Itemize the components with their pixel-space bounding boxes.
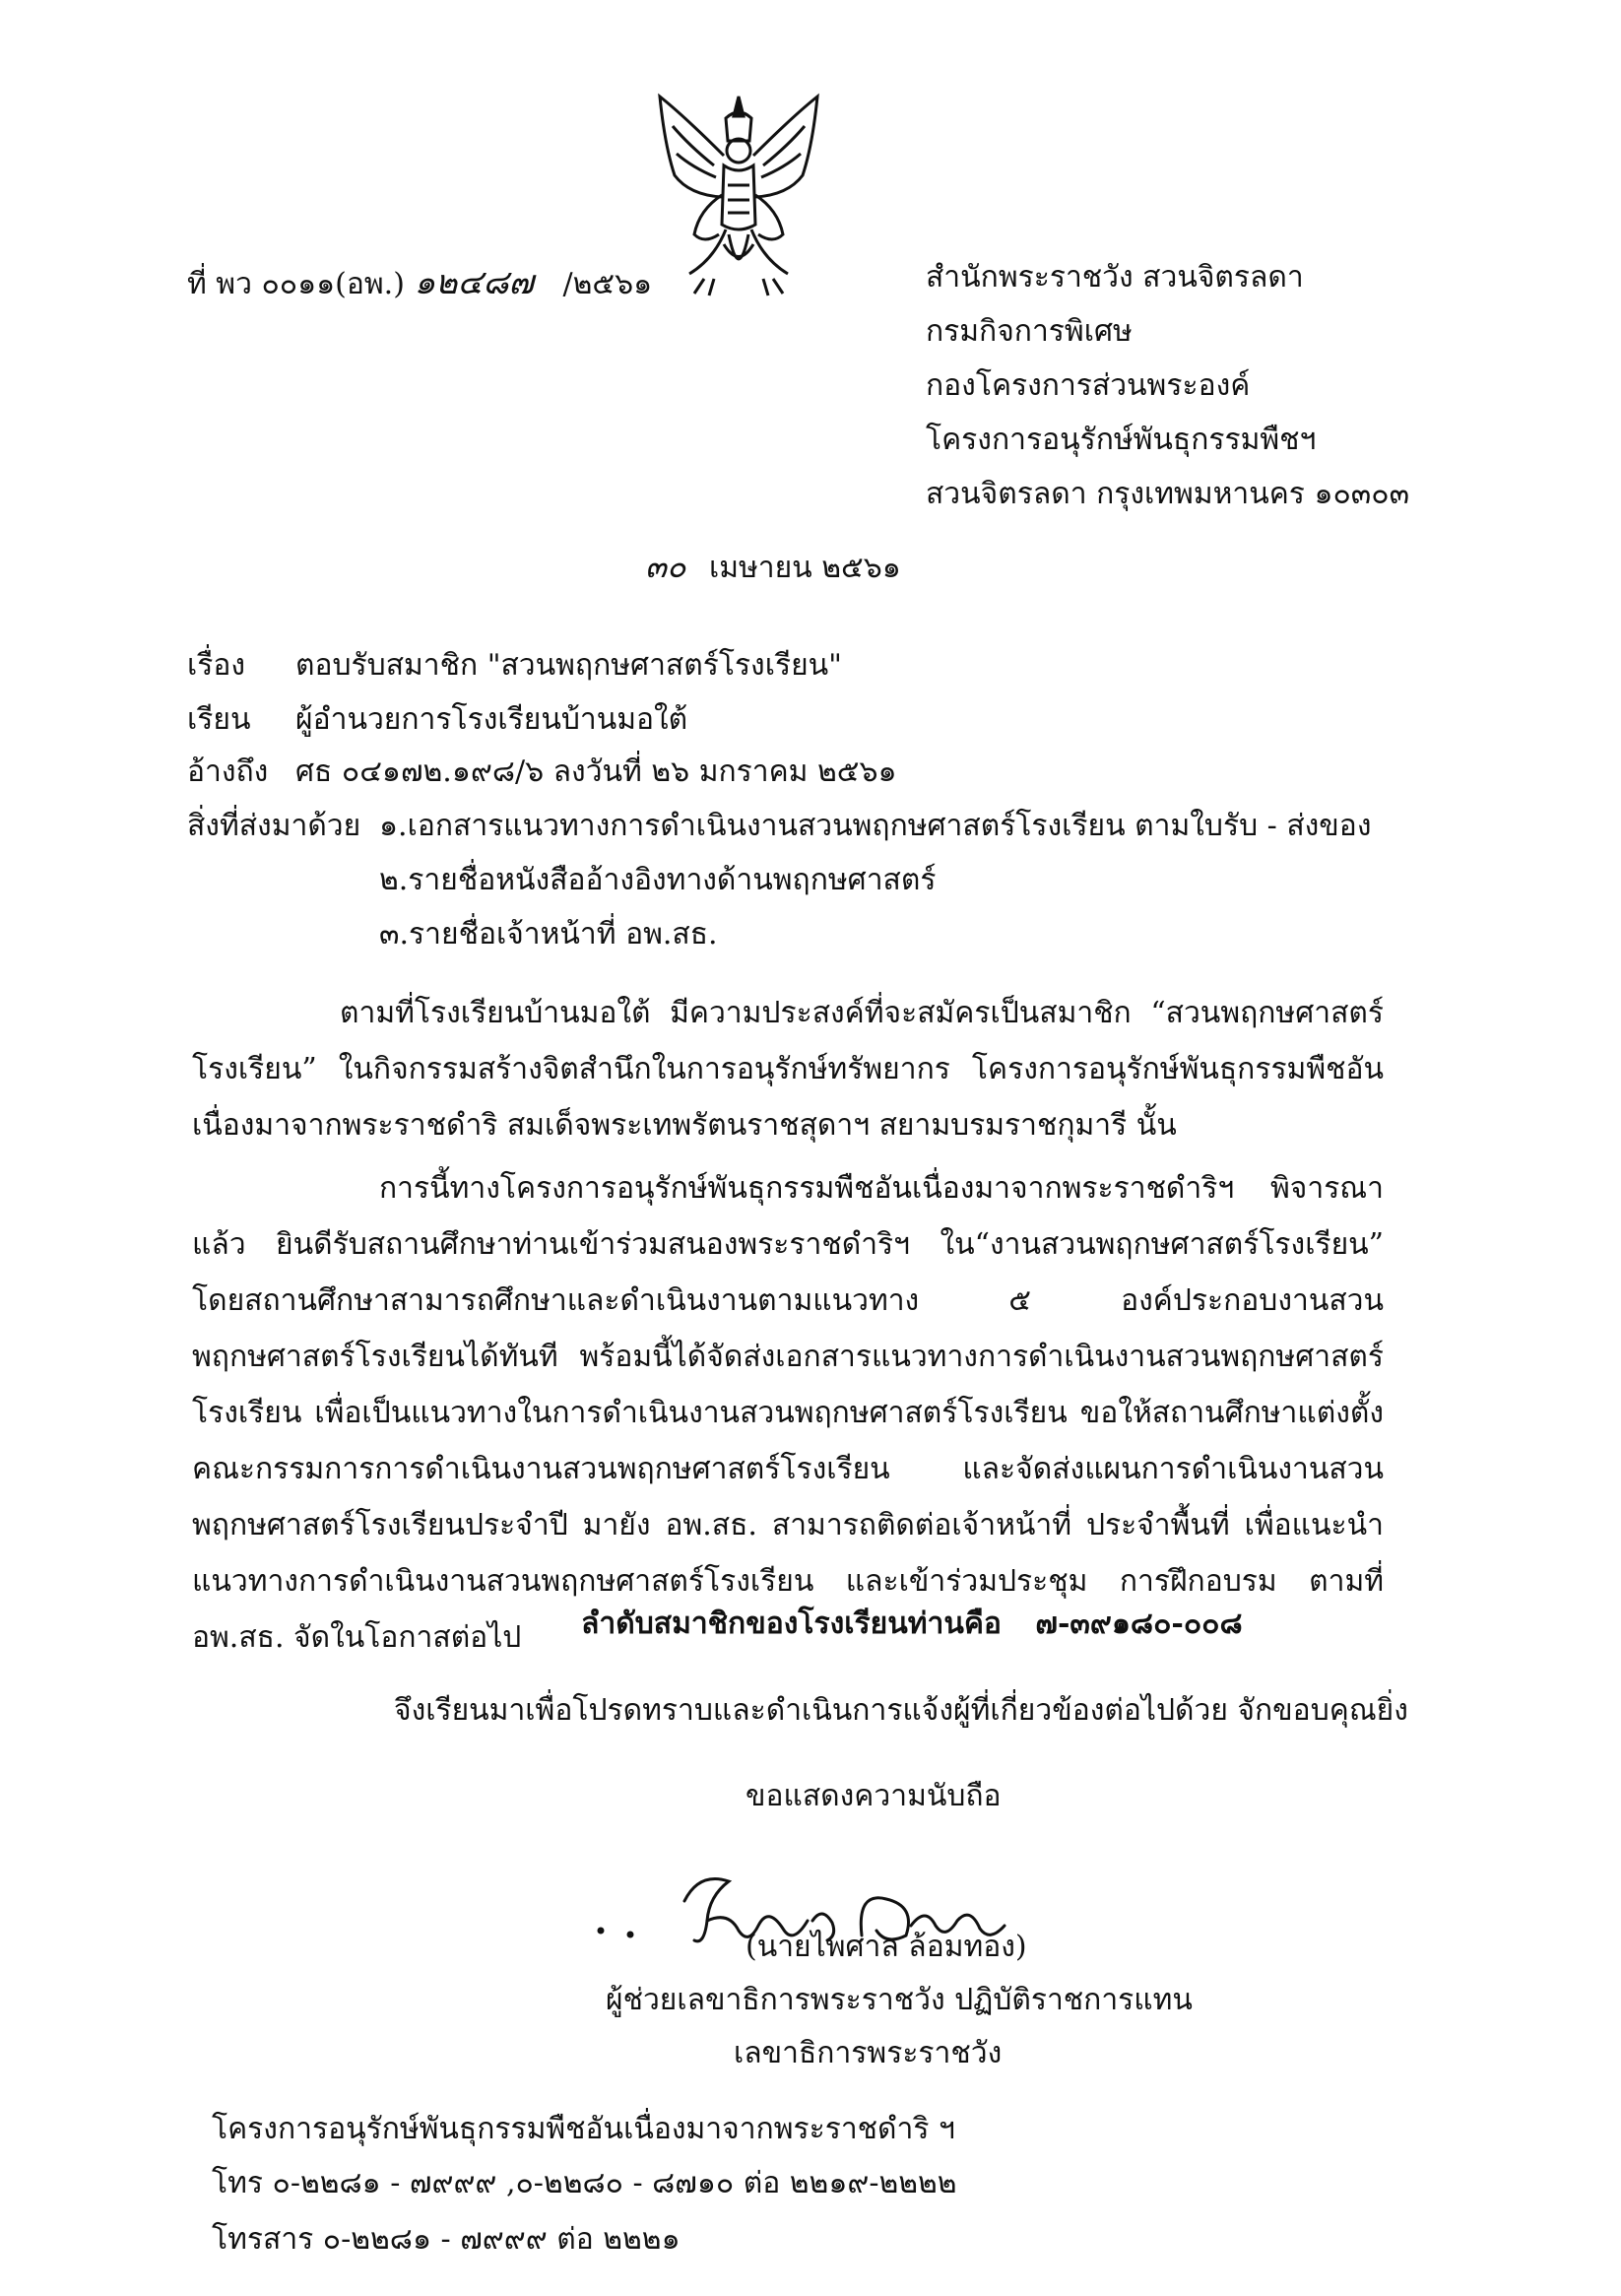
org-line: โครงการอนุรักษ์พันธุกรรมพืชฯ — [926, 423, 1317, 457]
org-line: กรมกิจการพิเศษ — [926, 314, 1133, 349]
enclosure-item: ๒.รายชื่อหนังสืออ้างอิงทางด้านพฤกษศาสตร์ — [379, 863, 937, 897]
footer-fax: โทรสาร ๐-๒๒๘๑ - ๗๙๙๙ ต่อ ๒๒๒๑ — [212, 2222, 681, 2257]
signatory-position: ผู้ช่วยเลขาธิการพระราชวัง ปฏิบัติราชการแทน — [606, 1983, 1193, 2017]
subject-label: เรื่อง — [187, 648, 246, 683]
member-number-label: ลำดับสมาชิกของโรงเรียนท่านคือ — [581, 1607, 1002, 1641]
reference-year: /๒๕๖๑ — [562, 267, 653, 301]
reference-handwritten-number: ๑๒๔๘๗ — [414, 263, 534, 302]
footer-organization: โครงการอนุรักษ์พันธุกรรมพืชอันเนื่องมาจากพระราชดำริ ฯ — [212, 2112, 955, 2146]
closing-request: จึงเรียนมาเพื่อโปรดทราบและดำเนินการแจ้งผู้ที่เกี่ยวข้องต่อไปด้วย จักขอบคุณยิ่ง — [394, 1693, 1408, 1728]
signatory-name: (นายไพศาล ล้อมทอง) — [746, 1930, 1027, 1964]
letter-date — [645, 548, 901, 587]
salutation: ขอแสดงความนับถือ — [746, 1779, 1002, 1813]
reference-number — [187, 264, 652, 303]
reference-text: ศธ ๐๔๑๗๒.๑๙๘/๖ ลงวันที่ ๒๖ มกราคม ๒๕๖๑ — [295, 754, 897, 789]
subject-text: ตอบรับสมาชิก "สวนพฤกษศาสตร์โรงเรียน" — [295, 648, 842, 683]
body-paragraph-2 — [192, 1160, 1384, 1666]
to-label: เรียน — [187, 702, 251, 737]
footer-phone: โทร ๐-๒๒๘๑ - ๗๙๙๙ ,๐-๒๒๘๐ - ๘๗๑๐ ต่อ ๒๒๑๙-๒๒๒๒ — [212, 2166, 957, 2200]
reference-label: อ้างถึง — [187, 754, 269, 789]
reference-prefix: ที่ พว ๐๐๑๑(อพ.) — [187, 267, 405, 301]
garuda-emblem-icon — [645, 87, 832, 303]
org-line: สำนักพระราชวัง สวนจิตรลดา — [926, 260, 1304, 295]
enclosure-item: ๓.รายชื่อเจ้าหน้าที่ อพ.สธ. — [379, 917, 718, 951]
paragraph-text: การนี้ทางโครงการอนุรักษ์พันธุกรรมพืชอันเนื่องมาจากพระราชดำริฯ พิจารณาแล้ว ยินดีรับสถานศึกษาท่านเข้าร่วมสนองพระราชดำริฯ ใน“งานสวนพฤกษศาสตร์โรงเรียน” โดยสถานศึกษาสามารถศึกษาและดำเนินงานตามแนวทาง ๕ องค์ประกอบงานสวนพฤกษศาสตร์โรงเรียนได้ทันที พร้อมนี้ได้จัดส่งเอกสารแนวทางการดำเนินงานสวนพฤกษศาสตร์โรงเรียน เพื่อเป็นแนวทางในการดำเนินงานสวนพฤกษศาสตร์โรงเรียน ขอให้สถานศึกษาแต่งตั้งคณะกรรมการการดำเนินงานสวนพฤกษศาสตร์โรงเรียน และจัดส่งแผนการดำเนินงานสวนพฤกษศาสตร์โรงเรียนประจำปี มายัง อพ.สธ. สามารถติดต่อเจ้าหน้าที่ ประจำพื้นที่ เพื่อแนะนำแนวทางการดำเนินงานสวนพฤกษศาสตร์โรงเรียน และเข้าร่วมประชุม การฝึกอบรม ตามที่ อพ.สธ. จัดในโอกาสต่อไป — [192, 1171, 1384, 1655]
date-day-handwritten: ๓๐ — [645, 548, 686, 585]
paragraph-text: ตามที่โรงเรียนบ้านมอใต้ มีความประสงค์ที่จะสมัครเป็นสมาชิก “สวนพฤกษศาสตร์โรงเรียน” ในกิจกรรมสร้างจิตสำนึกในการอนุรักษ์ทรัพยากร โครงการอนุรักษ์พันธุกรรมพืชอันเนื่องมาจากพระราชดำริ สมเด็จพระเทพรัตนราชสุดาฯ สยามบรมราชกุมารี นั้น — [192, 996, 1384, 1143]
to-text: ผู้อำนวยการโรงเรียนบ้านมอใต้ — [295, 702, 688, 737]
body-paragraph-1 — [192, 985, 1384, 1153]
member-number-line — [581, 1606, 1243, 1643]
signatory-position: เลขาธิการพระราชวัง — [734, 2036, 1003, 2070]
org-line: สวนจิตรลดา กรุงเทพมหานคร ๑๐๓๐๓ — [926, 477, 1410, 511]
enclosure-item: ๑.เอกสารแนวทางการดำเนินงานสวนพฤกษศาสตร์โรงเรียน ตามใบรับ - ส่งของ — [379, 809, 1372, 843]
enclosure-label: สิ่งที่ส่งมาด้วย — [187, 809, 361, 843]
member-number-value: ๗-๓๙๑๘๐-๐๐๘ — [1035, 1607, 1243, 1641]
org-line: กองโครงการส่วนพระองค์ — [926, 368, 1251, 403]
date-month-year: เมษายน ๒๕๖๑ — [708, 551, 901, 585]
